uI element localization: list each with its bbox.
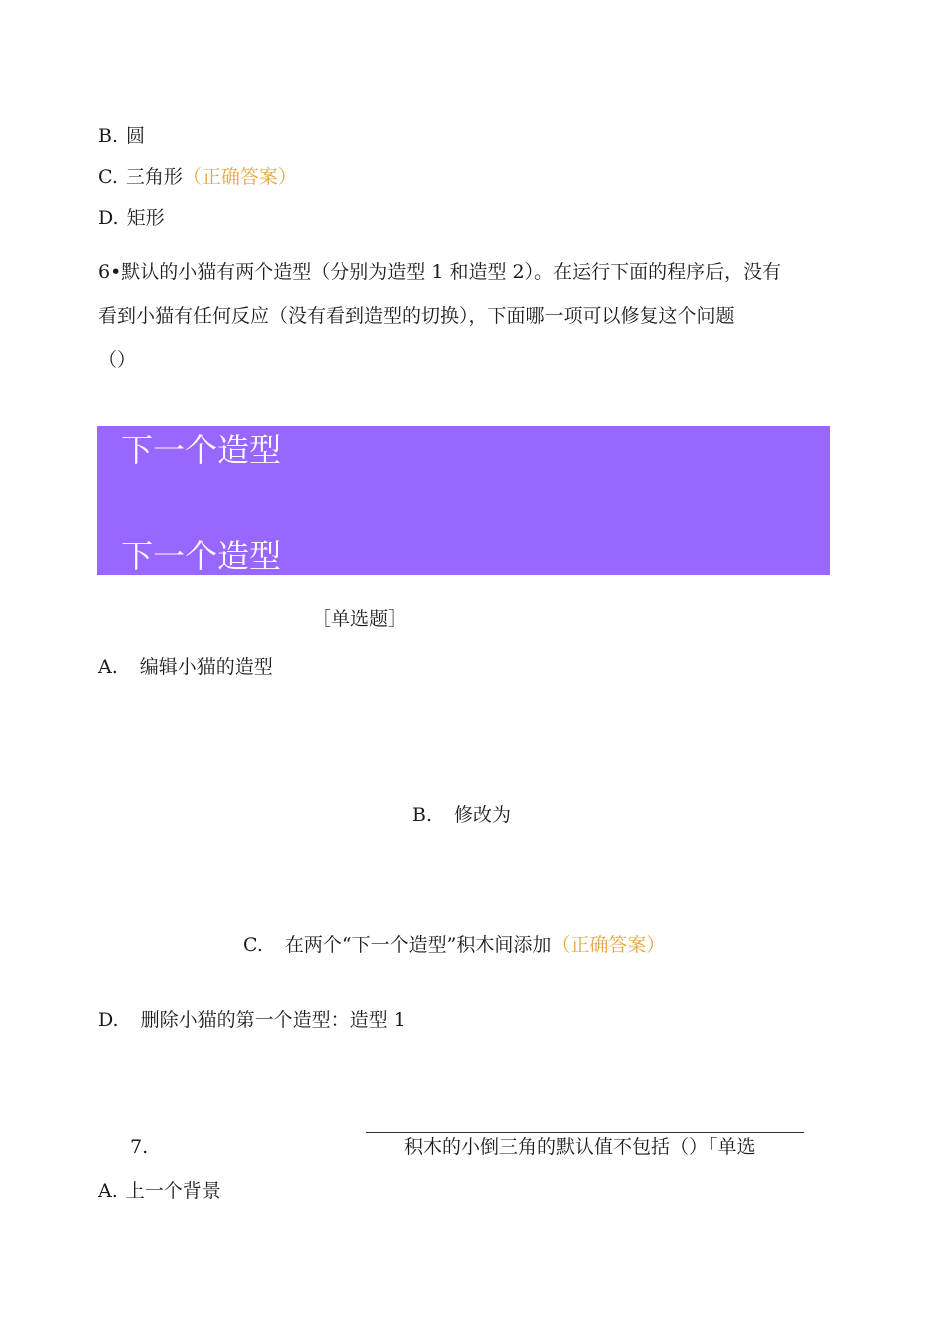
correct-answer-tag: （正确答案） bbox=[182, 166, 297, 188]
option-text: 三角形 bbox=[125, 166, 183, 188]
q5-option-c bbox=[98, 165, 297, 189]
q6-question-line-3: （） bbox=[98, 349, 137, 371]
scratch-code-blocks-image bbox=[97, 426, 830, 575]
option-letter: A. bbox=[98, 656, 118, 678]
q5-option-b bbox=[98, 124, 145, 148]
option-text: 删除小猫的第一个造型：造型 1 bbox=[140, 1009, 406, 1031]
option-letter: D. bbox=[98, 1009, 119, 1031]
option-text: 圆 bbox=[126, 125, 146, 147]
option-text: 在两个“下一个造型”积木间添加 bbox=[284, 934, 552, 956]
next-costume-block-1: 下一个造型 bbox=[121, 431, 282, 469]
q6-question-line-1: 6•默认的小猫有两个造型（分别为造型 1 和造型 2）。在运行下面的程序后，没有 bbox=[98, 261, 782, 283]
option-text: 修改为 bbox=[454, 804, 512, 826]
option-letter: B. bbox=[98, 125, 119, 147]
option-letter: D. bbox=[98, 207, 119, 229]
q6-option-d bbox=[98, 1008, 406, 1032]
option-letter: C. bbox=[98, 166, 118, 188]
next-costume-block-2: 下一个造型 bbox=[121, 537, 282, 575]
option-letter: B. bbox=[412, 804, 433, 826]
q6-option-c bbox=[243, 933, 665, 957]
correct-answer-tag: （正确答案） bbox=[551, 934, 666, 956]
q6-option-b bbox=[412, 803, 511, 827]
q7-option-a bbox=[98, 1179, 221, 1203]
option-text: 矩形 bbox=[126, 207, 165, 229]
q7-question-text: 积木的小倒三角的默认值不包括（）「单选 bbox=[404, 1136, 756, 1158]
q5-option-d bbox=[98, 206, 165, 230]
option-text: 编辑小猫的造型 bbox=[139, 656, 273, 678]
q6-question-line-2: 看到小猫有任何反应（没有看到造型的切换），下面哪一项可以修复这个问题 bbox=[98, 305, 735, 327]
q7-blank-underline bbox=[366, 1132, 804, 1133]
q6-question-type: ［单选题］ bbox=[312, 608, 408, 630]
q7-number: 7. bbox=[130, 1136, 149, 1158]
q6-option-a bbox=[98, 655, 273, 679]
option-letter: C. bbox=[243, 934, 263, 956]
option-text: 上一个背景 bbox=[125, 1180, 221, 1202]
option-letter: A. bbox=[98, 1180, 118, 1202]
